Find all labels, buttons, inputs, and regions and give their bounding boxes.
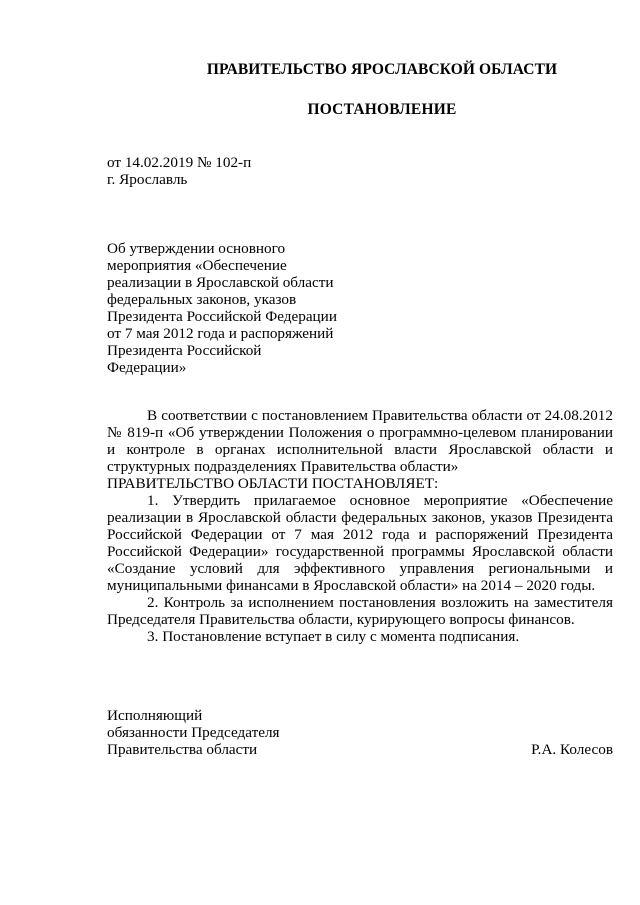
item-1-paragraph: 1. Утвердить прилагаемое основное мероприятие «Обеспечение реализации в Ярославской области федеральных законов, указов Президента Российской Федерации от 7 мая 2012 года и распоряжений Президента Российской Федерации» государственной программы Ярославской области «Создание условий для эффективного управления региональными и муниципальными финансами в Ярославской области» на 2014 – 2020 годы.	[107, 492, 613, 594]
subject-line: Президента Российской	[107, 342, 262, 359]
signatory-position-line: Исполняющий	[107, 707, 203, 724]
document-type-title: ПОСТАНОВЛЕНИЕ	[307, 101, 457, 118]
signatory-name: Р.А. Колесов	[531, 741, 613, 758]
item-2-paragraph: 2. Контроль за исполнением постановления возложить на заместителя Председателя Правительства области, курирующего вопросы финансов.	[107, 594, 613, 628]
document-meta	[107, 154, 251, 188]
subject-line: от 7 мая 2012 года и распоряжений	[107, 325, 334, 342]
organization-title: ПРАВИТЕЛЬСТВО ЯРОСЛАВСКОЙ ОБЛАСТИ	[206, 61, 558, 78]
signatory-row	[107, 741, 613, 758]
signatory-position-line: Правительства области	[107, 741, 258, 758]
signature-block	[107, 707, 613, 758]
document-body	[107, 407, 613, 645]
date-number: от 14.02.2019 № 102-п	[107, 154, 252, 171]
subject-line: мероприятия «Обеспечение	[107, 257, 287, 274]
subject-line: реализации в Ярославской области	[107, 274, 334, 291]
item-3-paragraph: 3. Постановление вступает в силу с момента подписания.	[147, 628, 520, 645]
subject-line: федеральных законов, указов	[107, 291, 297, 308]
subject-line: Об утверждении основного	[107, 240, 286, 257]
document-subject	[107, 240, 347, 376]
city: г. Ярославль	[107, 171, 188, 188]
signatory-position-line: обязанности Председателя	[107, 724, 280, 741]
subject-line: Президента Российской Федерации	[107, 308, 337, 325]
subject-line: Федерации»	[107, 359, 187, 376]
decree-statement: ПРАВИТЕЛЬСТВО ОБЛАСТИ ПОСТАНОВЛЯЕТ:	[107, 475, 439, 492]
preamble-paragraph: В соответствии с постановлением Правительства области от 24.08.2012 № 819-п «Об утверждении Положения о программно-целевом планировании и контроле в органах исполнительной власти Ярославской области и структурных подразделениях Правительства области»	[107, 407, 613, 475]
